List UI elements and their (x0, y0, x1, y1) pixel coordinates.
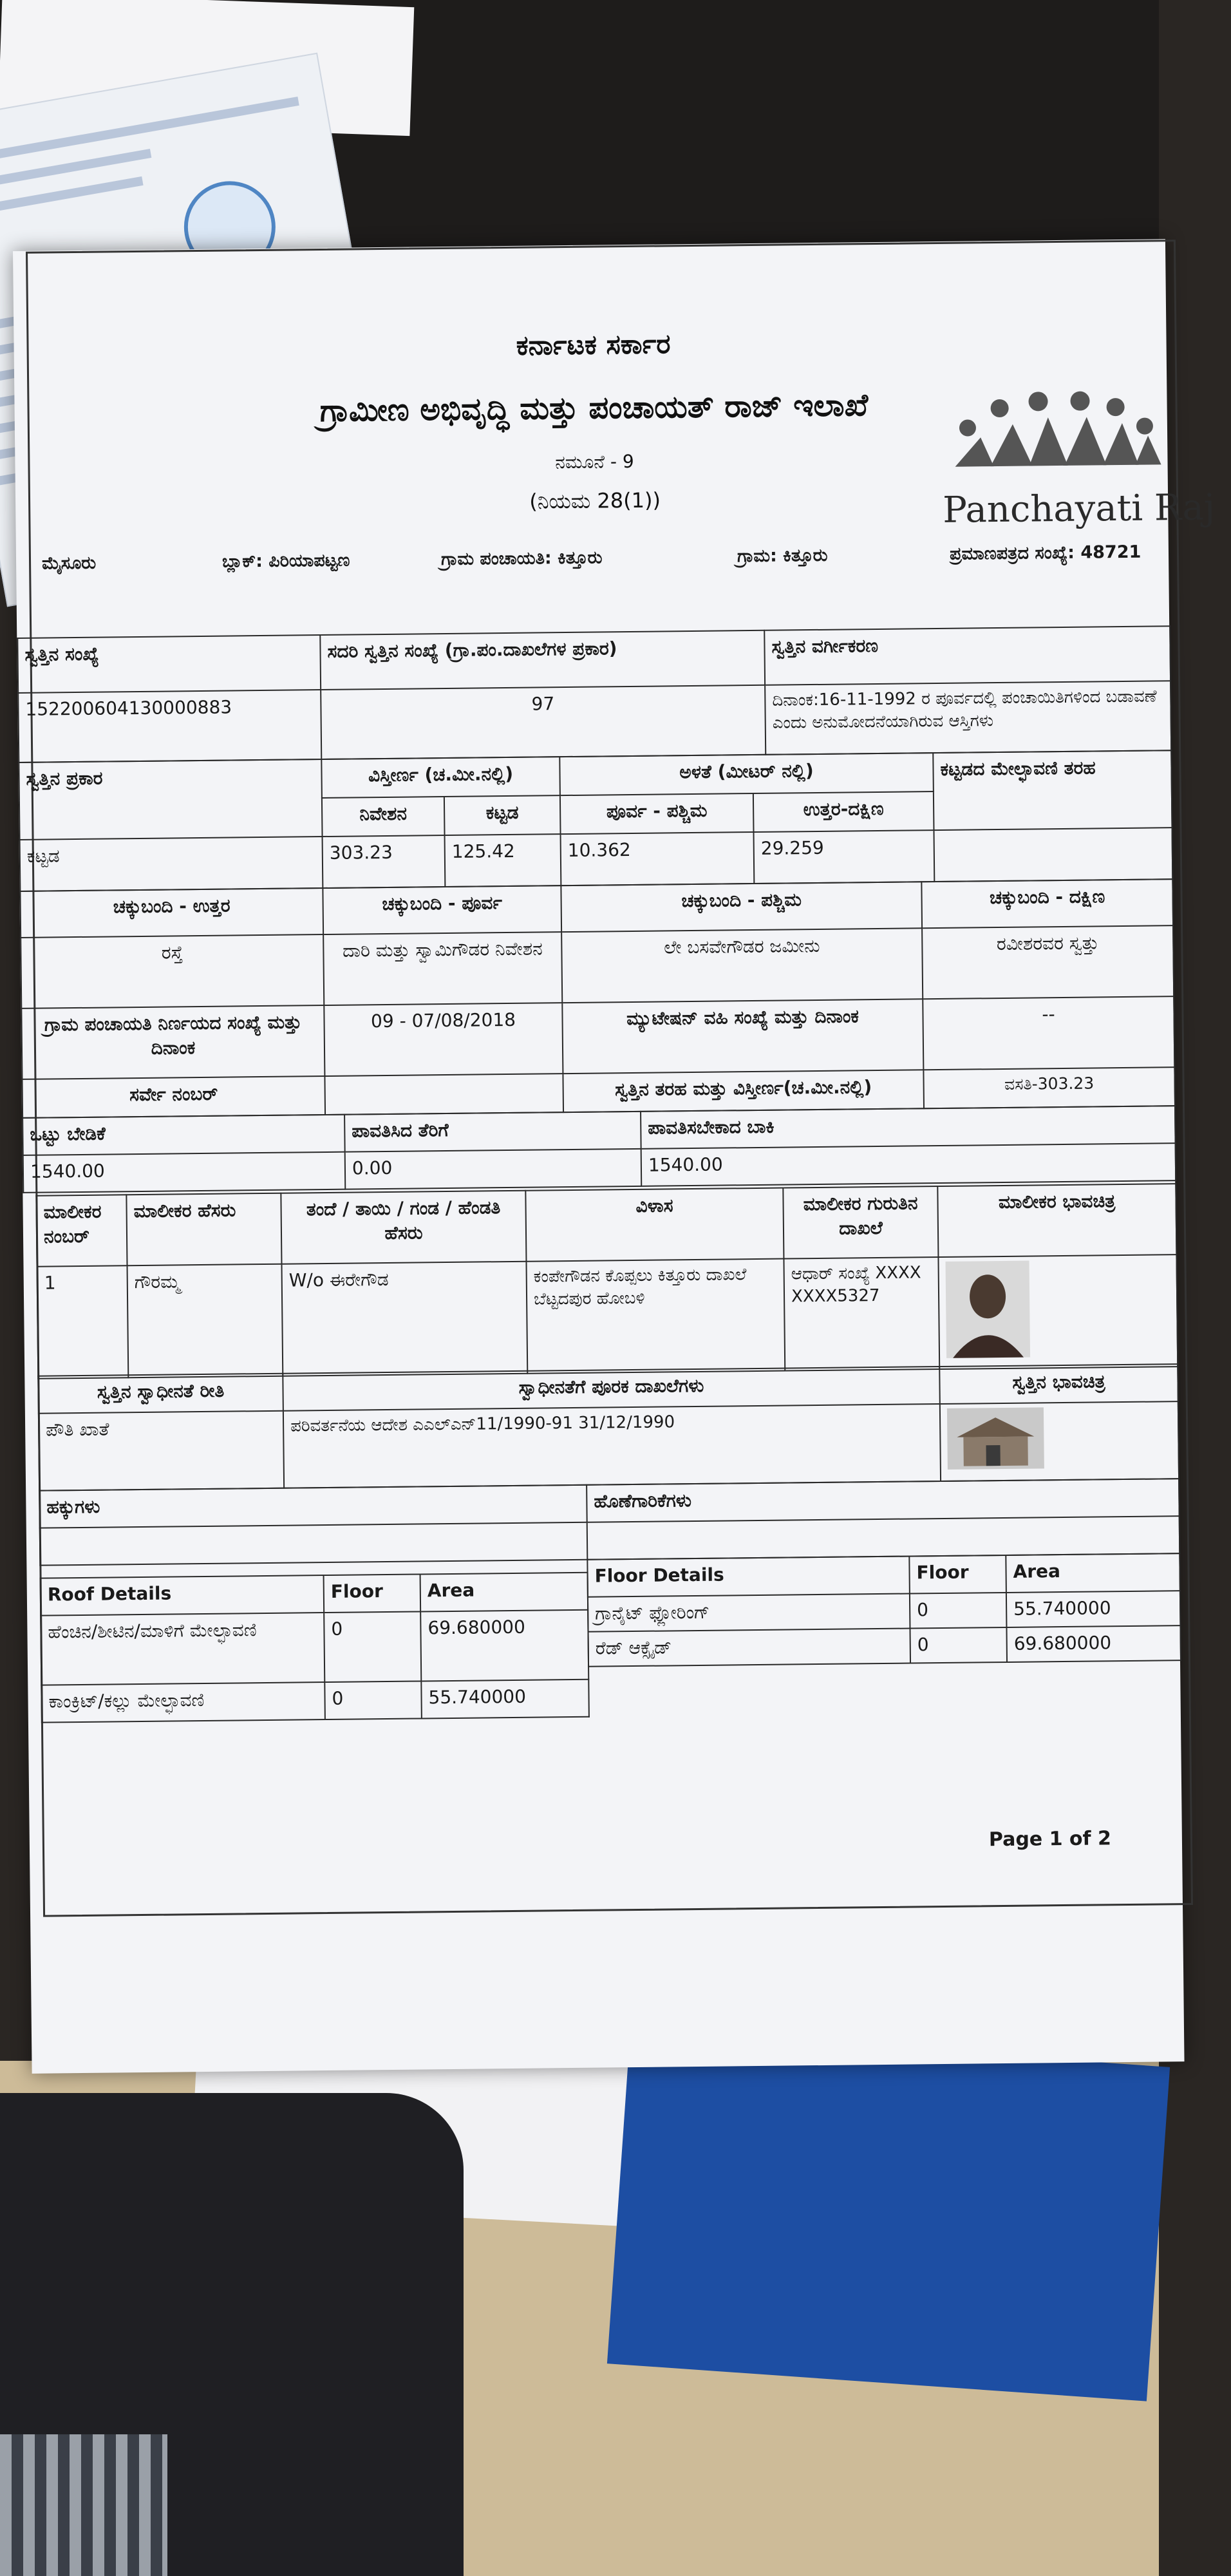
relation-header: ತಂದೆ / ತಾಯಿ / ಗಂಡ / ಹೆಂಡತಿ ಹೆಸರು (281, 1191, 526, 1264)
building-area: 125.42 (445, 834, 561, 887)
gp-decision: 09 - 07/08/2018 (324, 1003, 563, 1076)
floor-area-header: Area (1006, 1553, 1180, 1593)
table-row (41, 1680, 589, 1723)
owner-number: 1 (37, 1265, 129, 1378)
property-kind: ವಸತಿ-303.23 (923, 1067, 1175, 1108)
floor-type-cell: ರೆಡ್ ಆಕ್ಸೈಡ್ (588, 1629, 910, 1667)
east-west-header: ಪೂರ್ವ - ಪಶ್ಚಿಮ (560, 793, 754, 834)
floor-details-header: Floor Details (587, 1557, 910, 1597)
possession-mode: ಪೌತಿ ಖಾತೆ (39, 1411, 284, 1491)
rights-header: ಹಕ್ಕುಗಳು (39, 1485, 587, 1528)
classification-header: ಸ್ವತ್ತಿನ ವರ್ಗೀಕರಣ (764, 626, 1170, 685)
background-checked-cloth (0, 2434, 167, 2576)
classification: ದಿನಾಂಕ:16-11-1992 ರ ಪೂರ್ವದಲ್ಲಿ ಪಂಚಾಯಿತಿಗಳಿಂದ ಬಡಾವಣೆ ಎಂದು ಅನುಮೋದನೆಯಾಗಿರುವ ಆಸ್ತಿಗಳು (765, 681, 1171, 755)
survey-number (324, 1074, 563, 1115)
property-photo-header: ಸ್ವತ್ತಿನ ಭಾವಚಿತ್ರ (939, 1364, 1178, 1404)
floor-level-header: Floor (909, 1555, 1006, 1594)
north-south-header: ಉತ್ತರ-ದಕ್ಷಿಣ (753, 791, 934, 832)
west-boundary-header: ಚಕ್ಕುಬಂದಿ - ಪಶ್ಚಿಮ (561, 882, 922, 932)
form-number: ನಮೂನೆ - 9 (555, 450, 634, 473)
certificate-number: ಪ್ರಮಾಣಪತ್ರದ ಸಂಖ್ಯೆ: 48721 (949, 542, 1142, 564)
east-boundary-header: ಚಕ್ಕುಬಂದಿ - ಪೂರ್ವ (323, 886, 561, 934)
logo-text: Panchayati Raj (942, 486, 1216, 531)
table-row (588, 1625, 1181, 1667)
dimension-header: ಅಳತೆ (ಮೀಟರ್ ನಲ್ಲಿ) (559, 753, 934, 795)
state-title: ಕರ್ನಾಟಕ ಸರ್ಕಾರ (516, 328, 671, 361)
floor-type-cell: ಗ್ರಾನೈಟ್ ಫ್ಲೋರಿಂಗ್ (588, 1594, 910, 1632)
page-number: Page 1 of 2 (988, 1827, 1112, 1852)
rule-number: (ನಿಯಮ 28(1)) (529, 488, 661, 514)
floor-level-cell: 0 (910, 1593, 1007, 1629)
roof-type-cell: ಹೆಂಚಿನ/ಶೀಟಿನ/ಮಾಳಿಗೆ ಮೇಲ್ಛಾವಣಿ (41, 1613, 324, 1685)
south-boundary-header: ಚಕ್ಕುಬಂದಿ - ದಕ್ಷಿಣ (921, 879, 1173, 928)
rights-table (39, 1478, 1180, 1566)
address-header: ವಿಳಾಸ (525, 1188, 784, 1262)
east-west-length: 10.362 (561, 832, 755, 886)
owner-id-document: ಆಧಾರ್ ಸಂಖ್ಯೆ XXXXXXXX5327 (784, 1257, 939, 1370)
sadari-number: 97 (321, 685, 766, 759)
owner-number-header: ಮಾಲೀಕರ ನಂಬರ್ (36, 1195, 127, 1266)
roof-area-cell: 69.680000 (420, 1610, 588, 1681)
tax-paid: 0.00 (345, 1149, 642, 1189)
floor-level-cell: 0 (910, 1627, 1007, 1663)
property-number: 152200604130000883 (18, 690, 321, 762)
south-boundary: ರವೀಶರವರ ಸ್ವತ್ತು (922, 925, 1174, 999)
area-table (18, 750, 1173, 892)
department-title: ಗ್ರಾಮೀಣ ಅಭಿವೃದ್ಧಿ ಮತ್ತು ಪಂಚಾಯತ್ ರಾಜ್ ಇಲಾಖೆ (319, 387, 869, 430)
owner-name: ಗೌರಮ್ಮ (127, 1264, 283, 1378)
north-boundary-header: ಚಕ್ಕುಬಂದಿ - ಉತ್ತರ (20, 888, 323, 938)
roof-floor-cell: 0 (324, 1681, 422, 1719)
background-blue-folder (607, 2029, 1170, 2401)
floor-area-cell: 69.680000 (1006, 1625, 1181, 1662)
roof-details-table (40, 1572, 590, 1723)
survey-number-header: ಸರ್ವೇ ನಂಬರ್ (22, 1076, 325, 1118)
site-header: ನಿವೇಶನ (322, 797, 445, 837)
property-photo-icon (947, 1407, 1044, 1470)
owner-photo-header: ಮಾಲೀಕರ ಭಾವಚಿತ್ರ (937, 1184, 1176, 1257)
owner-name-header: ಮಾಲೀಕರ ಹೆಸರು (126, 1193, 281, 1266)
owner-id-header: ಮಾಲೀಕರ ಗುರುತಿನ ದಾಖಲೆ (783, 1186, 938, 1259)
relation-name: W/o ಈರೇಗೌಡ (281, 1262, 527, 1376)
roof-floor-cell: 0 (324, 1611, 421, 1682)
property-id-table (17, 625, 1172, 763)
gram-panchayat-label: ಗ್ರಾಮ ಪಂಚಾಯತಿ: ಕಿತ್ತೂರು (440, 547, 603, 570)
west-boundary: ಲೇ ಬಸವೇಗೌಡರ ಜಮೀನು (561, 928, 923, 1003)
extent-header: ವಿಸ್ತೀರ್ಣ (ಚ.ಮೀ.ನಲ್ಲಿ) (321, 757, 560, 798)
block-label: ಬ್ಲಾಕ್: ಪಿರಿಯಾಪಟ್ಟಣ (221, 550, 350, 572)
tax-table (22, 1105, 1176, 1193)
owner-photo-cell (938, 1255, 1178, 1369)
gp-decision-header: ಗ್ರಾಮ ಪಂಚಾಯತಿ ನಿರ್ಣಯದ ಸಂಖ್ಯೆ ಮತ್ತು ದಿನಾಂಕ (21, 1005, 324, 1079)
tax-due-header: ಪಾವತಿಸಬೇಕಾದ ಬಾಕಿ (641, 1106, 1176, 1149)
boundaries-table (19, 878, 1176, 1119)
mutation-value: -- (923, 996, 1174, 1070)
village-label: ಗ್ರಾಮ: ಕಿತ್ತೂರು (737, 545, 828, 567)
liabilities-header: ಹೊಣೆಗಾರಿಕೆಗಳು (587, 1479, 1179, 1522)
mutation-header: ಮ್ಯುಟೇಷನ್ ವಹಿ ಸಂಖ್ಯೆ ಮತ್ತು ದಿನಾಂಕ (562, 999, 923, 1074)
district-label: ಮೈಸೂರು (41, 553, 97, 574)
rights-value (40, 1522, 588, 1566)
property-type-header: ಸ್ವತ್ತಿನ ಪ್ರಕಾರ (19, 759, 322, 840)
north-boundary: ರಸ್ತೆ (21, 934, 324, 1009)
east-boundary: ದಾರಿ ಮತ್ತು ಸ್ವಾಮಿಗೌಡರ ನಿವೇಶನ (323, 932, 562, 1005)
possession-mode-header: ಸ್ವತ್ತಿನ ಸ್ವಾಧೀನತೆ ರೀತಿ (38, 1374, 283, 1414)
possession-table (37, 1363, 1179, 1492)
possession-docs-header: ಸ್ವಾಧೀನತೆಗೆ ಪೂರಕ ದಾಖಲೆಗಳು (283, 1367, 940, 1411)
owner-table (35, 1183, 1178, 1379)
total-demand-header: ಒಟ್ಟು ಬೇಡಿಕೆ (23, 1115, 345, 1155)
table-row (588, 1591, 1181, 1632)
table-row (41, 1610, 588, 1685)
tax-due: 1540.00 (641, 1143, 1176, 1186)
roof-area-header: Area (420, 1573, 588, 1612)
property-type: ಕಟ್ಟಡ (20, 837, 323, 891)
north-south-length: 29.259 (754, 830, 935, 884)
property-number-header: ಸ್ವತ್ತಿನ ಸಂಖ್ಯೆ (17, 635, 321, 693)
roof-details-header: Roof Details (41, 1575, 324, 1616)
roof-area-cell: 55.740000 (421, 1680, 589, 1719)
floor-details-table (587, 1553, 1181, 1667)
building-roof-header: ಕಟ್ಟಡದ ಮೇಲ್ಛಾವಣಿ ತರಹ (933, 750, 1172, 830)
owner-address: ಕಂಪೇಗೌಡನ ಕೊಪ್ಪಲು ಕಿತ್ತೂರು ದಾಖಲೆ ಬೆಟ್ಟದಪುರ ಹೋಬಳಿ (526, 1259, 785, 1374)
property-photo-cell (940, 1401, 1179, 1481)
owner-photo-icon (946, 1261, 1031, 1358)
roof-floor-header: Floor (324, 1574, 421, 1613)
roof-type (934, 828, 1173, 882)
roof-type-cell: ಕಾಂಕ್ರಿಟ್/ಕಲ್ಲು ಮೇಲ್ಛಾವಣಿ (41, 1682, 325, 1723)
floor-area-cell: 55.740000 (1006, 1591, 1181, 1627)
sadari-number-header: ಸದರಿ ಸ್ವತ್ತಿನ ಸಂಖ್ಯೆ (ಗ್ರಾ.ಪಂ.ದಾಖಲೆಗಳ ಪ್ರಕಾರ) (320, 630, 765, 690)
form-9-document (13, 239, 1216, 2074)
possession-docs: ಪರಿವರ್ತನೆಯ ಆದೇಶ ಎಎಲ್ಎನ್11/1990-91 31/12/1990 (283, 1404, 941, 1488)
building-header: ಕಟ್ಟಡ (444, 795, 561, 835)
property-kind-header: ಸ್ವತ್ತಿನ ತರಹ ಮತ್ತು ವಿಸ್ತೀರ್ಣ(ಚ.ಮೀ.ನಲ್ಲಿ) (563, 1070, 924, 1112)
site-area: 303.23 (323, 835, 446, 888)
tax-paid-header: ಪಾವತಿಸಿದ ತೆರಿಗೆ (344, 1112, 641, 1152)
total-demand: 1540.00 (23, 1152, 346, 1193)
